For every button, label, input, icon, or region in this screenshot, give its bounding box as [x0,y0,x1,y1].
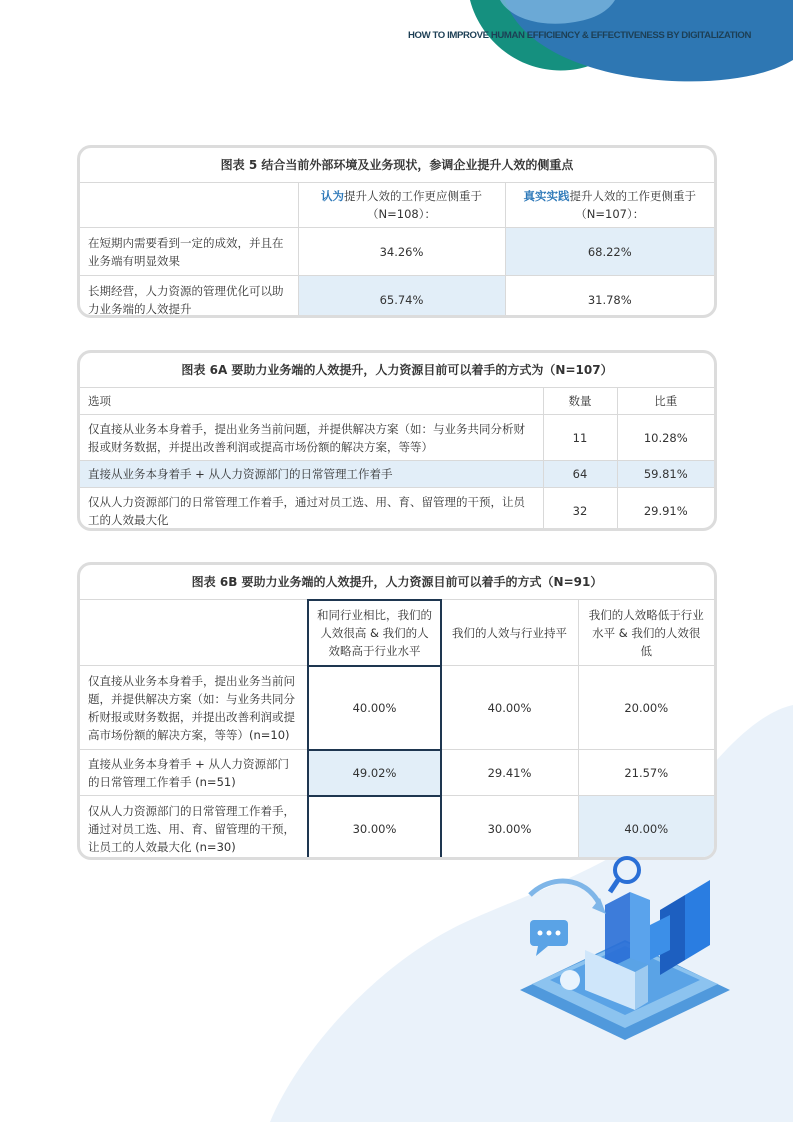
table-row [80,415,714,461]
column-header-text: 提升人效的工作更侧重于（N=107）： [569,189,696,221]
table-title: 图表 6A 要助力业务端的人效提升，人力资源目前可以着手的方式为（N=107） [80,353,714,388]
value-cell: 30.00% [441,796,578,861]
table-row [80,488,714,532]
column-header [505,183,714,228]
value-cell: 21.57% [578,750,714,796]
row-label: 直接从业务本身着手 + 从人力资源部门的日常管理工作着手 (n=51) [80,750,308,796]
column-header-option: 选项 [80,388,543,415]
data-analytics-illustration [510,850,740,1050]
value-cell: 34.26% [298,228,505,276]
table-6a [80,353,714,531]
value-cell: 49.02% [308,750,441,796]
table-5-card [77,145,717,318]
column-header-text: 提升人效的工作更应侧重于（N=108）： [344,189,482,221]
row-label: 在短期内需要看到一定的成效，并且在业务端有明显效果 [80,228,298,276]
column-header-ratio: 比重 [617,388,714,415]
table-corner-cell [80,183,298,228]
count-cell: 11 [543,415,617,461]
value-cell: 40.00% [441,666,578,750]
column-header-high: 和同行业相比，我们的人效很高 & 我们的人效略高于行业水平 [308,600,441,666]
ratio-cell: 59.81% [617,461,714,488]
row-label: 仅直接从业务本身着手，提出业务当前问题，并提供解决方案（如：与业务共同分析财报或财务数据，并提出改善利润或提高市场份额的解决方案，等等）(n=10) [80,666,308,750]
ratio-cell: 29.91% [617,488,714,532]
option-cell: 仅直接从业务本身着手，提出业务当前问题，并提供解决方案（如：与业务共同分析财报或财务数据，并提出改善利润或提高市场份额的解决方案，等等） [80,415,543,461]
table-row-highlighted [80,461,714,488]
value-cell: 68.22% [505,228,714,276]
column-header [298,183,505,228]
count-cell: 32 [543,488,617,532]
option-cell: 仅从人力资源部门的日常管理工作着手，通过对员工选、用、育、留管理的干预，让员工的人效最大化 [80,488,543,532]
table-row [80,228,714,276]
row-label: 仅从人力资源部门的日常管理工作着手，通过对员工选、用、育、留管理的干预，让员工的人效最大化 (n=30) [80,796,308,861]
row-label: 长期经营，人力资源的管理优化可以助力业务端的人效提升 [80,276,298,319]
ratio-cell: 10.28% [617,415,714,461]
value-cell: 40.00% [308,666,441,750]
table-title: 图表 6B 要助力业务端的人效提升，人力资源目前可以着手的方式（N=91） [80,565,714,600]
value-cell: 20.00% [578,666,714,750]
column-header-emphasis: 真实实践 [523,189,570,203]
table-6a-card [77,350,717,531]
value-cell: 65.74% [298,276,505,319]
table-5 [80,148,714,318]
table-row [80,666,714,750]
table-title: 图表 5 结合当前外部环境及业务现状，参调企业提升人效的侧重点 [80,148,714,183]
column-header-equal: 我们的人效与行业持平 [441,600,578,666]
value-cell: 40.00% [578,796,714,861]
count-cell: 64 [543,461,617,488]
table-6b-card [77,562,717,860]
table-row [80,750,714,796]
column-header-low: 我们的人效略低于行业水平 & 我们的人效很低 [578,600,714,666]
header-title: HOW TO IMPROVE HUMAN EFFICIENCY & EFFECTIVENESS BY DIGITALIZATION [408,30,752,41]
table-row [80,276,714,319]
table-corner-cell [80,600,308,666]
option-cell: 直接从业务本身着手 + 从人力资源部门的日常管理工作着手 [80,461,543,488]
value-cell: 30.00% [308,796,441,861]
value-cell: 31.78% [505,276,714,319]
value-cell: 29.41% [441,750,578,796]
table-6b [80,565,714,860]
column-header-emphasis: 认为 [321,189,344,203]
column-header-count: 数量 [543,388,617,415]
